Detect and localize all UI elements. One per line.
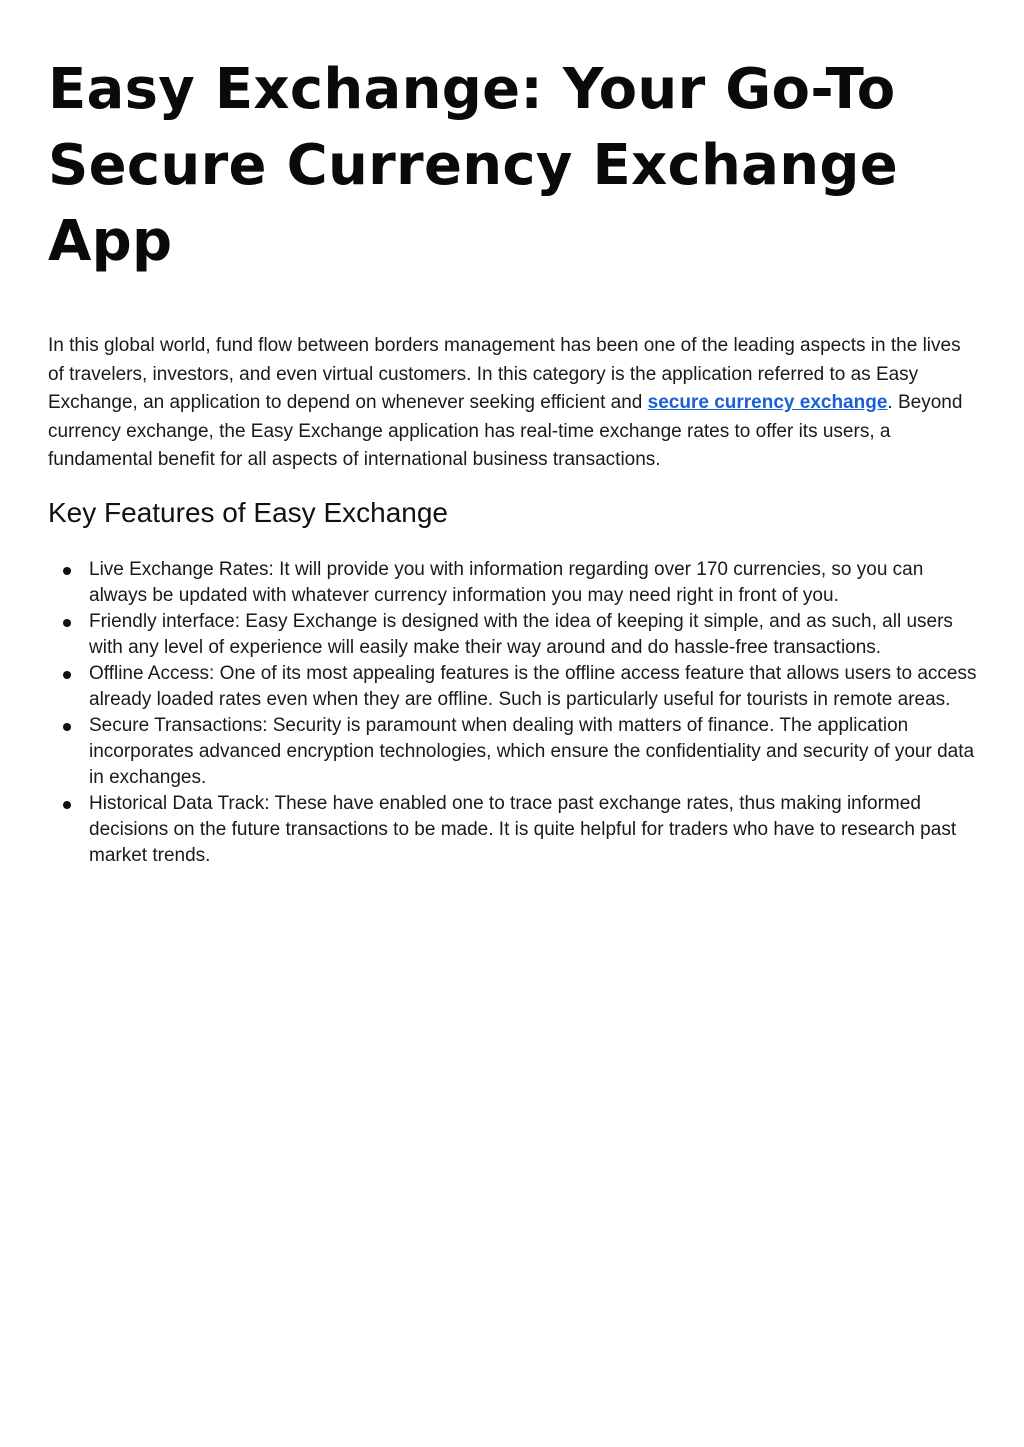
list-item-text: Offline Access: One of its most appealing features is the offline access feature that allows users to access already loaded rates even when they are offline. Such is particularly useful for tourists in remote areas. <box>89 662 977 710</box>
list-item-text: Live Exchange Rates: It will provide you with information regarding over 170 currencies, so you can always be updated with whatever currency information you may need right in front of you. <box>89 558 924 606</box>
list-item-text: Secure Transactions: Security is paramount when dealing with matters of finance. The application incorporates advanced encryption technologies, which ensure the confidentiality and security of your data in exchanges. <box>89 714 975 788</box>
intro-paragraph <box>48 332 978 475</box>
bullet-icon <box>63 671 71 679</box>
list-item-text: Historical Data Track: These have enabled one to trace past exchange rates, thus making informed decisions on the future transactions to be made. It is quite helpful for traders who have to research past market trends. <box>89 792 957 866</box>
bullet-icon <box>63 619 71 627</box>
intro-text-before-link: In this global world, fund flow between borders management has been one of the leading aspects in the lives of travelers, investors, and even virtual customers. In this category is the application referred to as Easy Exchange, an application to depend on whenever seeking efficient and <box>48 335 961 413</box>
list-item <box>48 609 978 661</box>
bullet-icon <box>63 801 71 809</box>
list-item <box>48 791 978 869</box>
page-title: Easy Exchange: Your Go-To Secure Currency Exchange App <box>48 57 899 274</box>
document-page <box>48 52 978 869</box>
list-item <box>48 713 978 791</box>
secure-currency-exchange-link[interactable]: secure currency exchange <box>647 392 888 413</box>
features-list <box>48 557 978 869</box>
list-item-text: Friendly interface: Easy Exchange is designed with the idea of keeping it simple, and as such, all users with any level of experience will easily make their way around and do hassle-free transactions. <box>89 610 953 658</box>
list-item <box>48 557 978 609</box>
section-heading: Key Features of Easy Exchange <box>48 496 448 528</box>
bullet-icon <box>63 567 71 575</box>
list-item <box>48 661 978 713</box>
bullet-icon <box>63 723 71 731</box>
intro-text-after-link: . Beyond currency exchange, the Easy Exchange application has real-time exchange rates to offer its users, a fundamental benefit for all aspects of international business transactions. <box>48 392 963 470</box>
